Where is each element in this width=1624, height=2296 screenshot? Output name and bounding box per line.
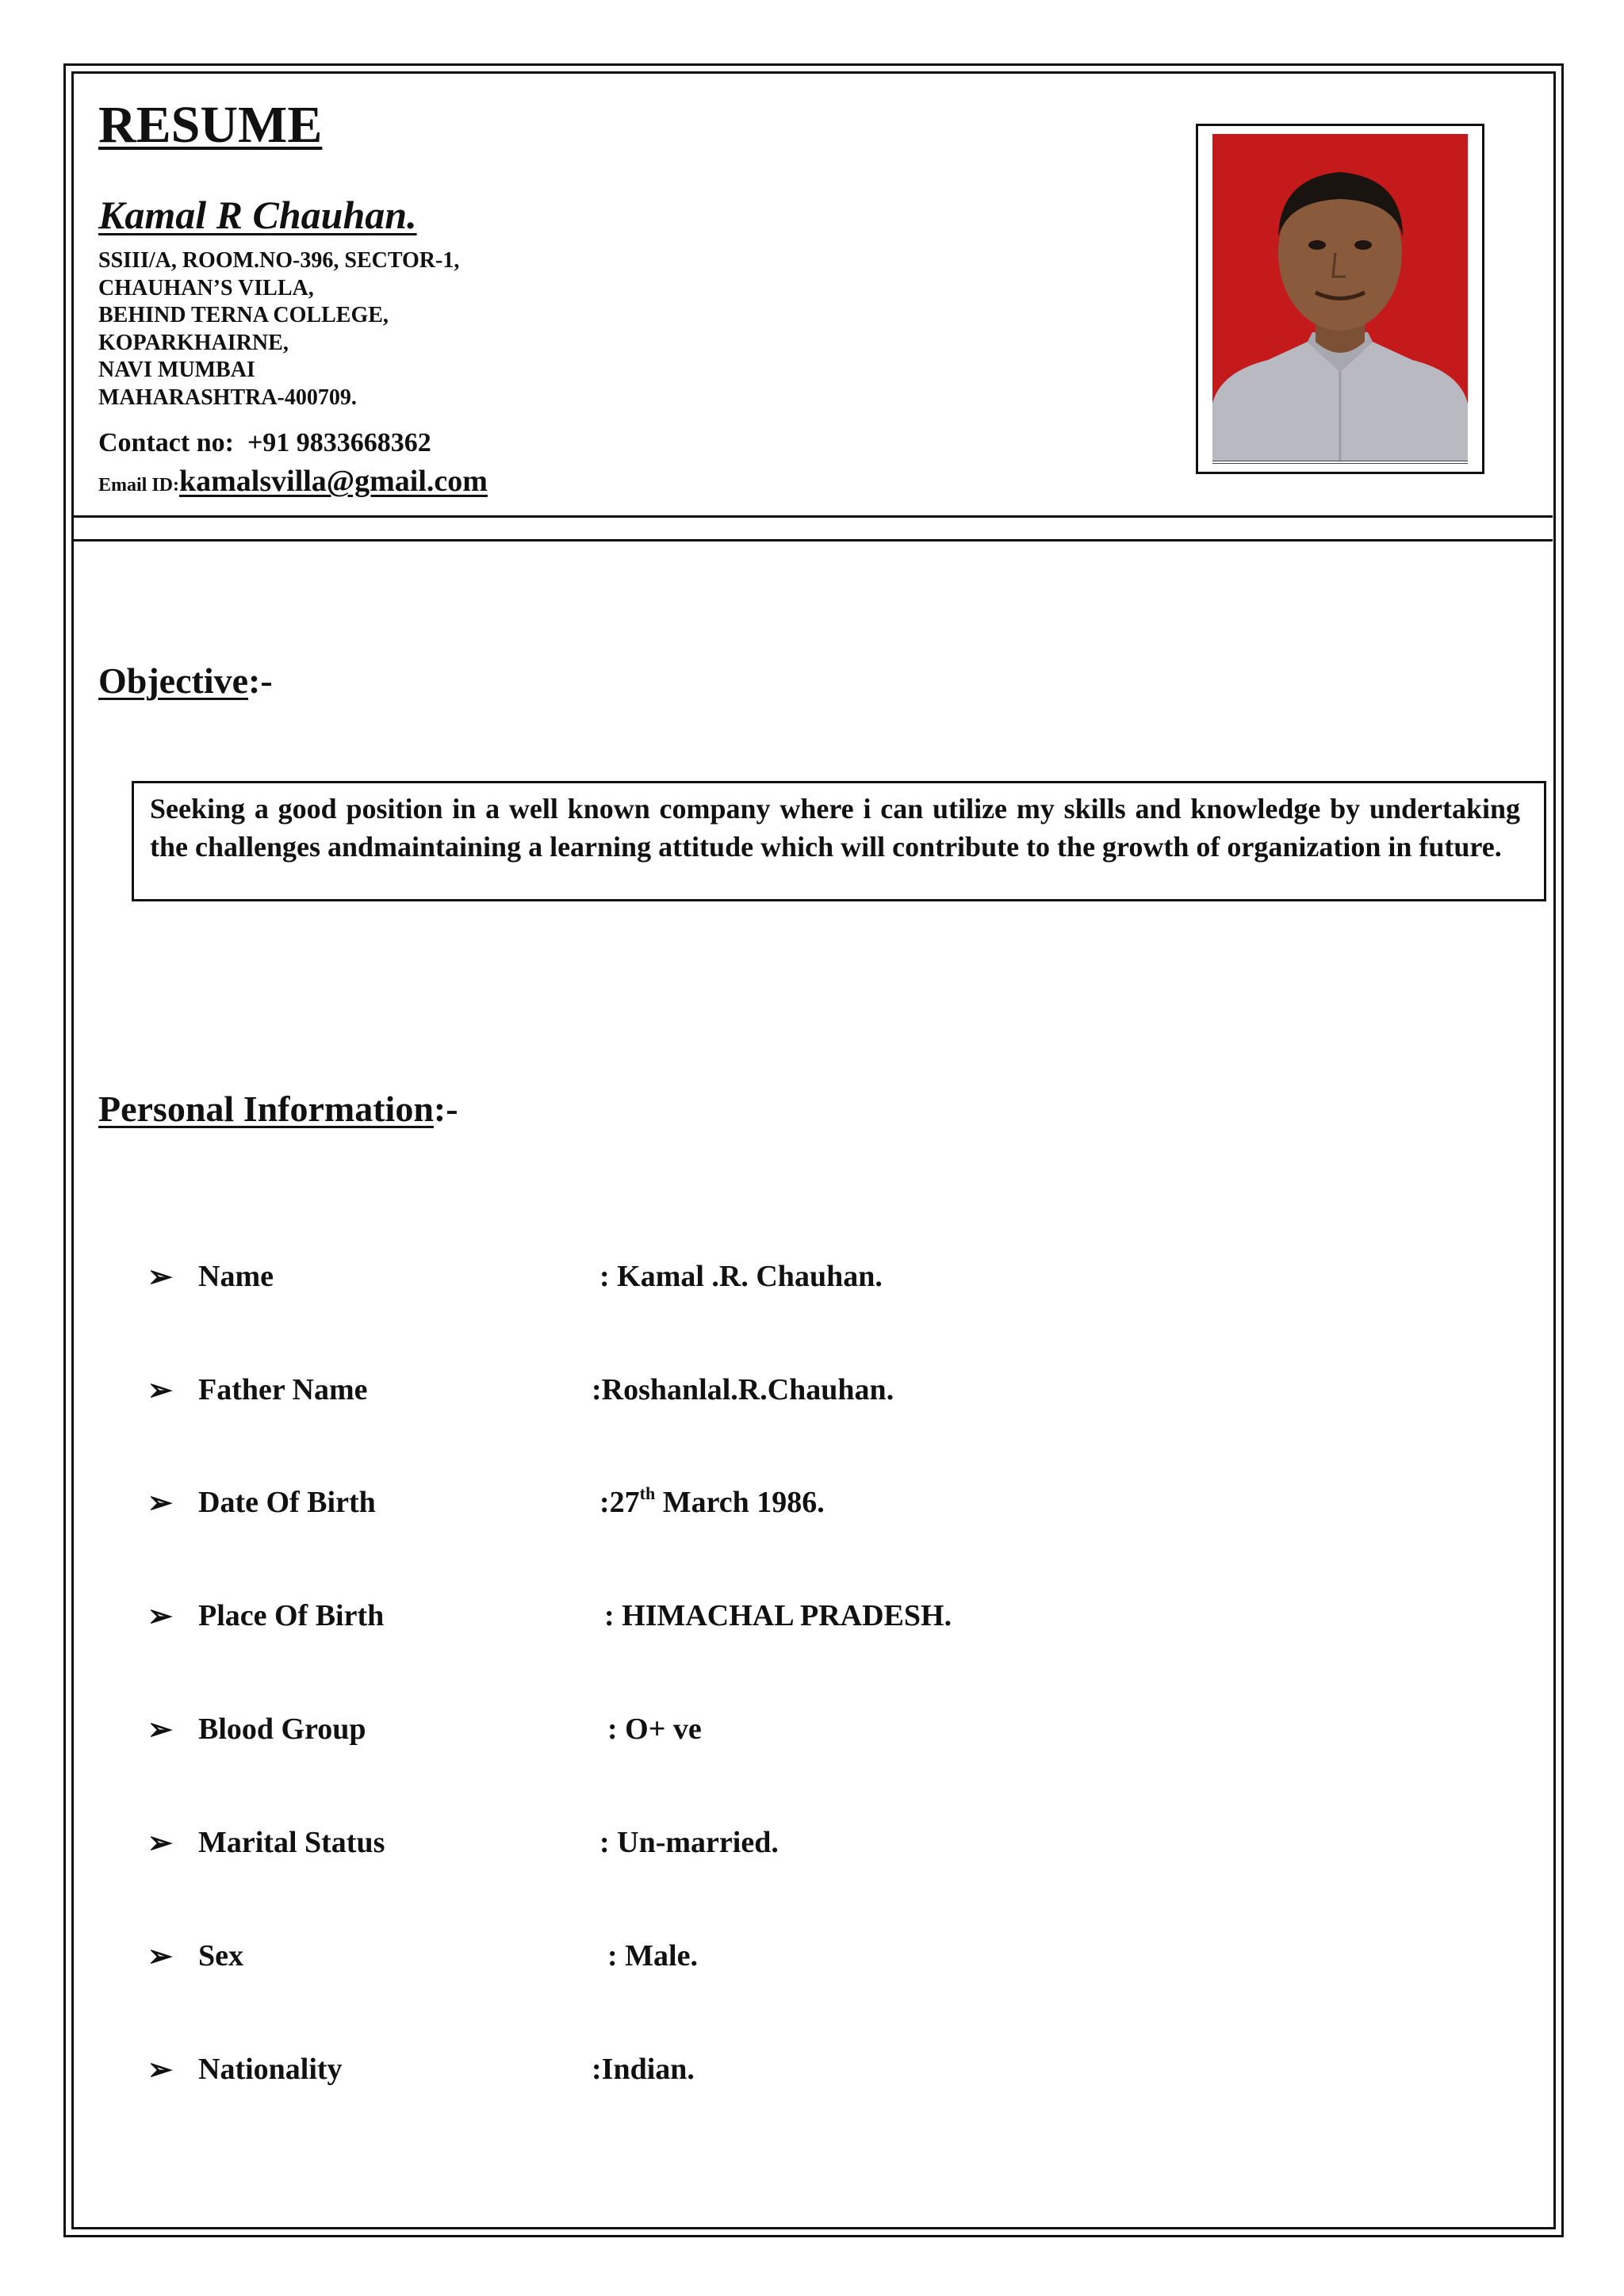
dob-month-year: March 1986. (655, 1486, 825, 1519)
email-link[interactable]: kamalsvilla@gmail.com (179, 465, 488, 498)
dob-ordinal-suffix: th (639, 1483, 656, 1503)
email-row (98, 464, 488, 499)
info-label: Father Name (198, 1373, 368, 1406)
objective-heading-suffix: :- (248, 660, 273, 701)
header-divider-top (73, 515, 1553, 518)
address-line: SSIII/A, ROOM.NO-396, SECTOR-1, (98, 248, 460, 273)
info-value: : Un-married. (599, 1826, 779, 1859)
contact-row (98, 428, 431, 458)
arrow-bullet-icon: ➢ (147, 1713, 173, 1747)
info-label: Blood Group (198, 1712, 366, 1746)
address-line: MAHARASHTRA-400709. (98, 385, 357, 410)
objective-heading-text: Objective (98, 660, 249, 701)
info-value: : O+ ve (607, 1712, 702, 1746)
address-line: KOPARKHAIRNE, (98, 330, 289, 355)
info-label: Name (198, 1260, 274, 1293)
personal-info-heading-suffix: :- (433, 1089, 458, 1129)
address-line: NAVI MUMBAI (98, 358, 255, 382)
header-divider-bottom (73, 539, 1553, 541)
profile-photo-frame (1196, 124, 1484, 474)
person-portrait-icon (1212, 134, 1468, 461)
info-value: :Indian. (592, 2053, 695, 2086)
objective-text-box: Seeking a good position in a well known company where i can utilize my skills and knowledge by undertaking the challenges andmaintaining a learning attitude which will contribute to the growth of organization in future. (132, 781, 1546, 901)
arrow-bullet-icon: ➢ (147, 1600, 173, 1633)
info-value: : Male. (607, 1939, 698, 1973)
info-value: :Roshanlal.R.Chauhan. (592, 1373, 894, 1406)
arrow-bullet-icon: ➢ (147, 1827, 173, 1860)
info-label: Nationality (198, 2053, 343, 2086)
info-label: Date Of Birth (198, 1486, 376, 1519)
dob-day: :27 (599, 1486, 640, 1519)
arrow-bullet-icon: ➢ (147, 1487, 173, 1520)
arrow-bullet-icon: ➢ (147, 1374, 173, 1407)
info-label: Marital Status (198, 1826, 385, 1859)
info-value: : Kamal .R. Chauhan. (599, 1260, 883, 1293)
contact-number: +91 9833668362 (247, 428, 431, 457)
info-label: Place Of Birth (198, 1599, 385, 1632)
resume-title: RESUME (98, 96, 323, 154)
objective-heading (98, 660, 273, 702)
info-value (599, 1485, 825, 1520)
email-label: Email ID: (98, 475, 179, 496)
personal-info-heading-text: Personal Information (98, 1089, 434, 1129)
arrow-bullet-icon: ➢ (147, 1940, 173, 1973)
info-label: Sex (198, 1939, 243, 1973)
address-line: CHAUHAN’S VILLA, (98, 275, 314, 300)
arrow-bullet-icon: ➢ (147, 2053, 173, 2087)
address-line: BEHIND TERNA COLLEGE, (98, 303, 389, 327)
profile-photo (1212, 134, 1468, 464)
address-block (98, 247, 459, 411)
arrow-bullet-icon: ➢ (147, 1261, 173, 1294)
personal-info-heading (98, 1088, 458, 1130)
contact-label: Contact no: (98, 428, 234, 457)
info-value: : HIMACHAL PRADESH. (604, 1599, 952, 1632)
candidate-name: Kamal R Chauhan. (98, 193, 417, 237)
